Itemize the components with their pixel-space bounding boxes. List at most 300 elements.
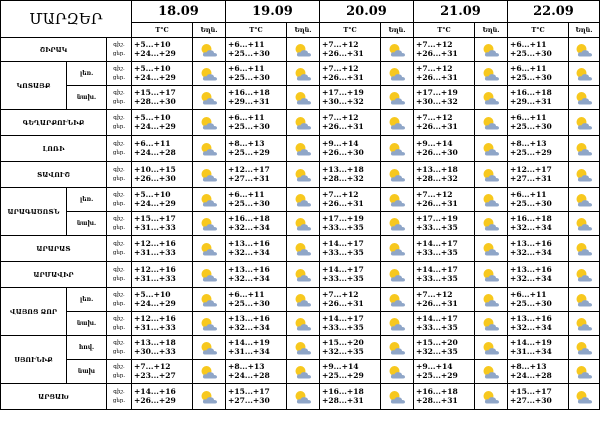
date-header: 18.09 (132, 1, 226, 23)
day-temperature: +33...+35 (416, 273, 458, 283)
table-row (1, 360, 600, 384)
partly-cloudy-icon (293, 293, 313, 308)
weather-icon-cell (287, 38, 320, 62)
table-row (1, 62, 600, 86)
night-temperature: +6...+11 (228, 64, 265, 74)
weather-icon-cell (381, 288, 414, 312)
temperature-cell (132, 384, 193, 410)
period-labels (107, 136, 132, 162)
temperature-cell (414, 188, 475, 212)
temperature-cell (226, 236, 287, 262)
temperature-cell (414, 162, 475, 188)
temperature-cell (508, 162, 569, 188)
region-name: ԱՐԱՐԱՏ (1, 236, 107, 262)
weather-icon-cell (381, 86, 414, 110)
night-temperature: +8...+13 (510, 139, 547, 149)
weather-icon-cell (475, 384, 508, 410)
night-temperature: +14...+19 (510, 338, 552, 348)
weather-icon-cell (287, 336, 320, 360)
temperature-cell (508, 360, 569, 384)
partly-cloudy-icon (387, 91, 407, 106)
day-temperature: +27...+30 (510, 395, 552, 405)
day-temperature: +26...+30 (322, 147, 364, 157)
temperature-cell (320, 262, 381, 288)
region-name: ԿՈՏԱՅՔ (1, 62, 67, 110)
day-label: ցեր. (112, 98, 126, 105)
day-temperature: +30...+33 (134, 346, 176, 356)
weather-header: Եղն. (381, 23, 414, 38)
night-temperature: +15...+17 (510, 387, 552, 397)
temperature-cell (320, 136, 381, 162)
weather-icon-cell (475, 110, 508, 136)
temperature-cell (226, 110, 287, 136)
weather-icon-cell (569, 110, 600, 136)
weather-icon-cell (381, 136, 414, 162)
night-temperature: +9...+14 (416, 362, 453, 372)
table-row (1, 236, 600, 262)
partly-cloudy-icon (574, 268, 594, 283)
partly-cloudy-icon (574, 91, 594, 106)
day-temperature: +25...+30 (228, 198, 270, 208)
day-label: ցեր. (112, 149, 126, 156)
partly-cloudy-icon (293, 168, 313, 183)
day-temperature: +25...+30 (510, 298, 552, 308)
night-temperature: +7...+12 (416, 190, 453, 200)
temperature-cell (132, 312, 193, 336)
temperature-cell (226, 384, 287, 410)
weather-icon-cell (475, 188, 508, 212)
partly-cloudy-icon (387, 317, 407, 332)
weather-icon-cell (287, 212, 320, 236)
temperature-cell (508, 86, 569, 110)
night-temperature: +13...+18 (134, 338, 176, 348)
day-label: ցեր. (112, 50, 126, 57)
day-temperature: +24...+29 (134, 198, 176, 208)
day-label: ցեր. (112, 175, 126, 182)
day-temperature: +32...+34 (228, 247, 270, 257)
period-labels (107, 236, 132, 262)
table-row (1, 136, 600, 162)
partly-cloudy-icon (481, 67, 501, 82)
day-temperature: +31...+34 (510, 346, 552, 356)
night-temperature: +8...+13 (228, 362, 265, 372)
partly-cloudy-icon (293, 341, 313, 356)
region-zone-label: նախ. (67, 86, 107, 110)
temperature-cell (414, 312, 475, 336)
partly-cloudy-icon (481, 142, 501, 157)
temperature-cell (508, 62, 569, 86)
partly-cloudy-icon (387, 168, 407, 183)
night-temperature: +5...+10 (134, 190, 171, 200)
night-temperature: +17...+19 (322, 88, 364, 98)
weather-icon-cell (475, 162, 508, 188)
temperature-header: T°C (132, 23, 193, 38)
weather-icon-cell (193, 336, 226, 360)
day-temperature: +33...+35 (416, 322, 458, 332)
period-labels (107, 336, 132, 360)
partly-cloudy-icon (574, 242, 594, 257)
partly-cloudy-icon (293, 268, 313, 283)
period-labels (107, 86, 132, 110)
partly-cloudy-icon (199, 168, 219, 183)
temperature-cell (226, 38, 287, 62)
night-temperature: +16...+18 (322, 387, 364, 397)
partly-cloudy-icon (574, 43, 594, 58)
date-header: 20.09 (320, 1, 414, 23)
day-temperature: +28...+32 (416, 173, 458, 183)
temperature-cell (414, 136, 475, 162)
table-row (1, 86, 600, 110)
night-temperature: +6...+11 (510, 113, 547, 123)
temperature-cell (320, 312, 381, 336)
temperature-header: T°C (226, 23, 287, 38)
night-temperature: +15...+17 (228, 387, 270, 397)
weather-icon-cell (287, 262, 320, 288)
weather-icon-cell (287, 360, 320, 384)
day-label: ցեր. (112, 300, 126, 307)
night-temperature: +14...+19 (228, 338, 270, 348)
temperature-cell (508, 288, 569, 312)
table-row (1, 212, 600, 236)
weather-icon-cell (193, 188, 226, 212)
period-labels (107, 288, 132, 312)
day-temperature: +31...+33 (134, 273, 176, 283)
day-temperature: +26...+31 (416, 121, 458, 131)
temperature-cell (320, 212, 381, 236)
day-temperature: +25...+30 (228, 121, 270, 131)
period-labels (107, 162, 132, 188)
night-temperature: +6...+11 (510, 290, 547, 300)
partly-cloudy-icon (574, 142, 594, 157)
partly-cloudy-icon (199, 293, 219, 308)
weather-icon-cell (381, 62, 414, 86)
day-temperature: +25...+30 (228, 298, 270, 308)
night-temperature: +14...+17 (322, 239, 364, 249)
partly-cloudy-icon (293, 317, 313, 332)
day-label: ցեր. (112, 372, 126, 379)
night-label: գիշ. (113, 292, 125, 299)
weather-icon-cell (569, 62, 600, 86)
day-temperature: +26...+30 (134, 173, 176, 183)
temperature-cell (320, 62, 381, 86)
weather-icon-cell (475, 212, 508, 236)
partly-cloudy-icon (481, 91, 501, 106)
night-temperature: +6...+11 (510, 64, 547, 74)
night-temperature: +5...+10 (134, 290, 171, 300)
temperature-cell (414, 86, 475, 110)
night-temperature: +15...+20 (416, 338, 458, 348)
day-temperature: +32...+34 (510, 222, 552, 232)
day-temperature: +26...+31 (322, 298, 364, 308)
weather-icon-cell (569, 312, 600, 336)
temperature-cell (414, 62, 475, 86)
period-labels (107, 384, 132, 410)
day-temperature: +32...+34 (510, 322, 552, 332)
temperature-cell (508, 136, 569, 162)
temperature-cell (508, 212, 569, 236)
day-label: ցեր. (112, 348, 126, 355)
temperature-cell (226, 162, 287, 188)
day-temperature: +26...+29 (134, 395, 176, 405)
night-temperature: +6...+11 (510, 40, 547, 50)
period-labels (107, 212, 132, 236)
weather-icon-cell (569, 188, 600, 212)
partly-cloudy-icon (481, 116, 501, 131)
partly-cloudy-icon (481, 317, 501, 332)
day-temperature: +26...+31 (322, 48, 364, 58)
day-temperature: +28...+32 (322, 173, 364, 183)
weather-icon-cell (287, 136, 320, 162)
temperature-header: T°C (320, 23, 381, 38)
day-temperature: +26...+31 (322, 72, 364, 82)
weather-header: Եղն. (569, 23, 600, 38)
temperature-cell (320, 162, 381, 188)
weather-icon-cell (475, 360, 508, 384)
day-temperature: +31...+33 (134, 247, 176, 257)
day-temperature: +26...+31 (416, 198, 458, 208)
weather-icon-cell (475, 312, 508, 336)
weather-icon-cell (381, 384, 414, 410)
day-temperature: +33...+35 (322, 273, 364, 283)
partly-cloudy-icon (293, 242, 313, 257)
day-temperature: +25...+30 (510, 198, 552, 208)
partly-cloudy-icon (199, 317, 219, 332)
day-temperature: +26...+30 (416, 147, 458, 157)
night-temperature: +7...+12 (322, 64, 359, 74)
temperature-cell (132, 360, 193, 384)
night-temperature: +16...+18 (228, 214, 270, 224)
temperature-cell (414, 262, 475, 288)
night-temperature: +13...+16 (228, 314, 270, 324)
weather-icon-cell (381, 212, 414, 236)
temperature-cell (132, 86, 193, 110)
partly-cloudy-icon (387, 268, 407, 283)
date-header: 22.09 (508, 1, 600, 23)
weather-icon-cell (569, 236, 600, 262)
day-temperature: +23...+27 (134, 370, 176, 380)
day-temperature: +29...+31 (228, 96, 270, 106)
day-temperature: +32...+34 (228, 322, 270, 332)
night-temperature: +13...+18 (416, 165, 458, 175)
temperature-cell (414, 384, 475, 410)
temperature-cell (508, 312, 569, 336)
temperature-cell (414, 288, 475, 312)
table-row (1, 384, 600, 410)
partly-cloudy-icon (481, 293, 501, 308)
weather-icon-cell (475, 136, 508, 162)
temperature-cell (132, 136, 193, 162)
night-temperature: +12...+17 (228, 165, 270, 175)
weather-icon-cell (287, 288, 320, 312)
partly-cloudy-icon (387, 293, 407, 308)
temperature-cell (320, 188, 381, 212)
partly-cloudy-icon (574, 67, 594, 82)
temperature-cell (508, 110, 569, 136)
day-temperature: +26...+31 (322, 198, 364, 208)
day-temperature: +25...+30 (510, 48, 552, 58)
partly-cloudy-icon (199, 242, 219, 257)
night-temperature: +13...+16 (510, 265, 552, 275)
temperature-cell (414, 360, 475, 384)
partly-cloudy-icon (481, 268, 501, 283)
weather-icon-cell (193, 86, 226, 110)
temperature-cell (132, 62, 193, 86)
day-temperature: +27...+30 (228, 395, 270, 405)
temperature-cell (132, 236, 193, 262)
night-temperature: +16...+18 (510, 214, 552, 224)
weather-icon-cell (569, 212, 600, 236)
partly-cloudy-icon (387, 365, 407, 380)
temperature-cell (414, 38, 475, 62)
night-temperature: +14...+16 (134, 387, 176, 397)
night-label: գիշ. (113, 316, 125, 323)
table-row (1, 312, 600, 336)
period-labels (107, 110, 132, 136)
partly-cloudy-icon (199, 365, 219, 380)
day-temperature: +28...+31 (322, 395, 364, 405)
night-temperature: +13...+16 (510, 239, 552, 249)
temperature-cell (132, 162, 193, 188)
partly-cloudy-icon (387, 390, 407, 405)
night-temperature: +9...+14 (416, 139, 453, 149)
night-label: գիշ. (113, 90, 125, 97)
weather-icon-cell (475, 262, 508, 288)
temperature-cell (320, 110, 381, 136)
partly-cloudy-icon (387, 193, 407, 208)
partly-cloudy-icon (293, 365, 313, 380)
temperature-cell (226, 360, 287, 384)
weather-icon-cell (475, 288, 508, 312)
day-temperature: +24...+29 (134, 72, 176, 82)
temperature-cell (132, 288, 193, 312)
temperature-cell (320, 38, 381, 62)
day-temperature: +24...+28 (134, 147, 176, 157)
partly-cloudy-icon (293, 43, 313, 58)
region-zone-label: նախ (67, 360, 107, 384)
region-name: ԱՐՄԱՎԻՐ (1, 262, 107, 288)
weather-icon-cell (287, 86, 320, 110)
weather-icon-cell (193, 110, 226, 136)
day-temperature: +33...+35 (322, 247, 364, 257)
day-temperature: +31...+33 (134, 222, 176, 232)
night-label: գիշ. (113, 115, 125, 122)
temperature-cell (132, 188, 193, 212)
day-temperature: +25...+30 (510, 72, 552, 82)
night-label: գիշ. (113, 42, 125, 49)
weather-icon-cell (475, 236, 508, 262)
weather-icon-cell (569, 360, 600, 384)
day-temperature: +32...+34 (510, 247, 552, 257)
day-temperature: +25...+29 (510, 147, 552, 157)
partly-cloudy-icon (199, 116, 219, 131)
night-temperature: +13...+18 (322, 165, 364, 175)
day-temperature: +32...+34 (510, 273, 552, 283)
night-label: գիշ. (113, 389, 125, 396)
night-temperature: +14...+17 (416, 265, 458, 275)
day-label: ցեր. (112, 200, 126, 207)
weather-icon-cell (569, 288, 600, 312)
weather-icon-cell (287, 236, 320, 262)
period-labels (107, 262, 132, 288)
day-temperature: +28...+30 (134, 96, 176, 106)
day-temperature: +26...+31 (416, 72, 458, 82)
partly-cloudy-icon (387, 341, 407, 356)
partly-cloudy-icon (574, 390, 594, 405)
night-temperature: +14...+17 (322, 265, 364, 275)
day-temperature: +25...+30 (228, 72, 270, 82)
temperature-cell (320, 384, 381, 410)
night-temperature: +7...+12 (322, 113, 359, 123)
weather-icon-cell (193, 62, 226, 86)
night-temperature: +5...+10 (134, 40, 171, 50)
partly-cloudy-icon (199, 341, 219, 356)
partly-cloudy-icon (574, 293, 594, 308)
region-name: ԳԵՂԱՐՔՈՒՆԻՔ (1, 110, 107, 136)
region-name: ԼՈՌԻ (1, 136, 107, 162)
weather-icon-cell (287, 188, 320, 212)
night-temperature: +10...+15 (134, 165, 176, 175)
weather-icon-cell (381, 236, 414, 262)
temperature-cell (320, 288, 381, 312)
night-temperature: +12...+16 (134, 314, 176, 324)
temperature-cell (414, 212, 475, 236)
night-temperature: +17...+19 (322, 214, 364, 224)
temperature-cell (132, 336, 193, 360)
period-labels (107, 62, 132, 86)
partly-cloudy-icon (574, 116, 594, 131)
temperature-cell (226, 262, 287, 288)
night-label: գիշ. (113, 167, 125, 174)
partly-cloudy-icon (574, 168, 594, 183)
region-zone-label: հով. (67, 336, 107, 360)
partly-cloudy-icon (481, 341, 501, 356)
weather-icon-cell (193, 236, 226, 262)
day-label: ցեր. (112, 275, 126, 282)
temperature-cell (226, 336, 287, 360)
weather-icon-cell (475, 62, 508, 86)
day-temperature: +28...+31 (416, 395, 458, 405)
day-temperature: +24...+28 (228, 370, 270, 380)
night-temperature: +16...+18 (228, 88, 270, 98)
weather-icon-cell (569, 136, 600, 162)
region-name: ԱՐՑԱԽ (1, 384, 107, 410)
weather-header: Եղն. (475, 23, 508, 38)
day-temperature: +32...+34 (228, 222, 270, 232)
night-temperature: +6...+11 (228, 290, 265, 300)
region-zone-label: լեռ. (67, 188, 107, 212)
night-temperature: +6...+11 (228, 190, 265, 200)
partly-cloudy-icon (199, 43, 219, 58)
day-label: ցեր. (112, 324, 126, 331)
day-temperature: +29...+31 (510, 96, 552, 106)
day-temperature: +33...+35 (416, 247, 458, 257)
night-temperature: +7...+12 (322, 40, 359, 50)
table-row (1, 162, 600, 188)
day-temperature: +31...+34 (228, 346, 270, 356)
weather-icon-cell (381, 336, 414, 360)
partly-cloudy-icon (199, 142, 219, 157)
night-label: գիշ. (113, 267, 125, 274)
temperature-cell (132, 212, 193, 236)
partly-cloudy-icon (293, 217, 313, 232)
night-temperature: +15...+17 (134, 88, 176, 98)
partly-cloudy-icon (387, 242, 407, 257)
weather-icon-cell (287, 384, 320, 410)
weather-icon-cell (287, 62, 320, 86)
day-temperature: +32...+35 (322, 346, 364, 356)
partly-cloudy-icon (387, 217, 407, 232)
period-labels (107, 312, 132, 336)
